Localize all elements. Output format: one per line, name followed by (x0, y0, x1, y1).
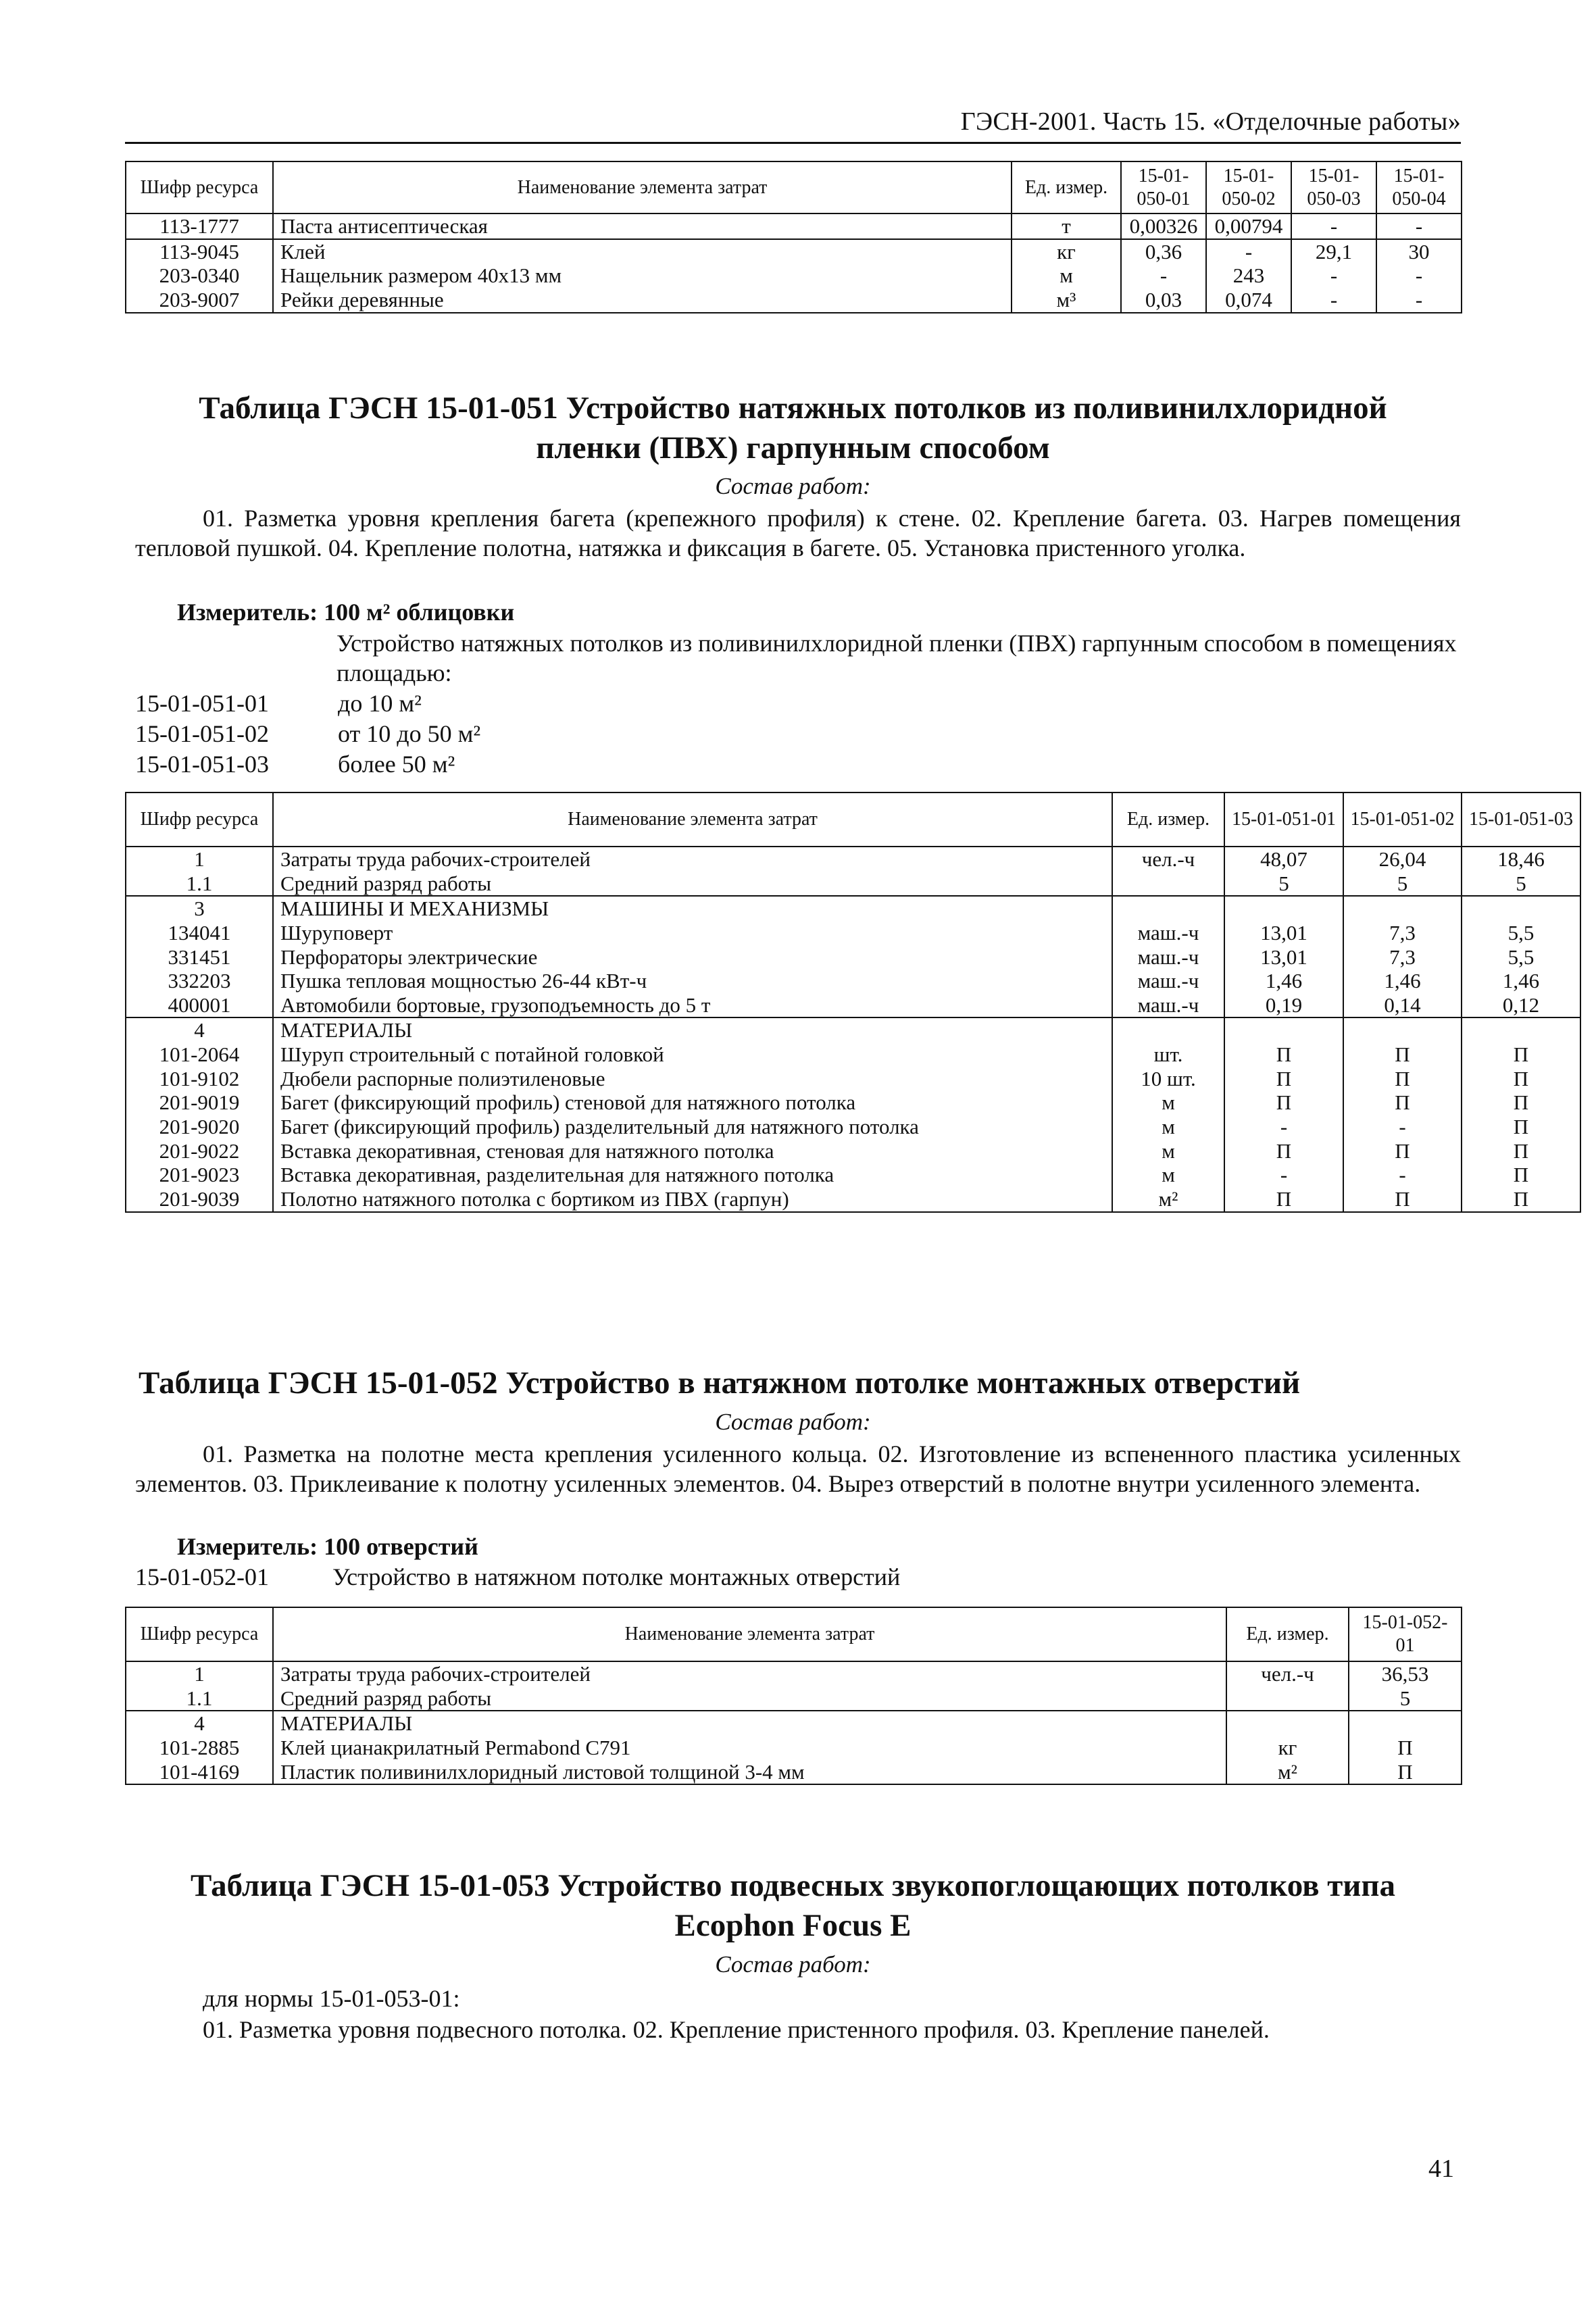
cell-code: 101-4169 (126, 1760, 273, 1785)
cell-code: 201-9022 (126, 1139, 273, 1163)
cell-code: 331451 (126, 945, 273, 970)
cell-value (1343, 1017, 1462, 1042)
cell-value: 243 (1206, 263, 1291, 288)
header-code: Шифр ресурса (126, 161, 273, 213)
table-row (126, 288, 1462, 313)
table-row (126, 1042, 1580, 1067)
cell-value (1349, 1711, 1462, 1736)
cell-value: 5,5 (1462, 945, 1580, 970)
cell-name: Багет (фиксирующий профиль) стеновой для натяжного потолка (273, 1090, 1112, 1115)
norm-line (135, 720, 480, 748)
table-row (126, 896, 1580, 921)
cell-value: 36,53 (1349, 1661, 1462, 1686)
cell-code: 1 (126, 1661, 273, 1686)
cell-name: Средний разряд работы (273, 872, 1112, 897)
table-row (126, 872, 1580, 897)
header-col: 15-01-050-02 (1206, 161, 1291, 213)
cell-unit: маш.-ч (1112, 993, 1224, 1018)
cell-value: 5 (1343, 872, 1462, 897)
norm-code: 15-01-051-03 (135, 751, 269, 778)
cell-unit: м² (1112, 1187, 1224, 1212)
cell-code: 4 (126, 1017, 273, 1042)
table-row (126, 1090, 1580, 1115)
cell-value: 0,12 (1462, 993, 1580, 1018)
running-header: ГЭСН-2001. Часть 15. «Отделочные работы» (960, 107, 1461, 136)
section-051-works: 01. Разметка уровня крепления багета (крепежного профиля) к стене. 02. Крепление багета. 03. Нагрев помещения тепловой пушкой. 04. Крепление полотна, натяжка и фиксация в багете. 05. Установка пристенного уголка. (135, 505, 1461, 562)
resource-table-050 (125, 161, 1462, 313)
section-051-description: Устройство натяжных потолков из поливинилхлоридной пленки (ПВХ) гарпунным способом в помещениях площадью: (336, 630, 1457, 687)
header-unit: Ед. измер. (1012, 161, 1121, 213)
table-row (126, 213, 1462, 239)
table-row (126, 1711, 1462, 1736)
cell-name: МАТЕРИАЛЫ (273, 1711, 1226, 1736)
cell-unit: м (1112, 1163, 1224, 1187)
cell-value: 0,00794 (1206, 213, 1291, 239)
cell-value: П (1462, 1090, 1580, 1115)
norm-line (135, 1563, 900, 1591)
cell-value: П (1462, 1067, 1580, 1091)
cell-unit: м³ (1012, 288, 1121, 313)
cell-value: 0,14 (1343, 993, 1462, 1018)
section-052-measure: Измеритель: 100 отверстий (177, 1533, 478, 1560)
norm-text: от 10 до 50 м² (338, 720, 481, 747)
section-051-sostav-label: Состав работ: (715, 473, 871, 499)
cell-unit: чел.-ч (1112, 847, 1224, 872)
cell-name: Затраты труда рабочих-строителей (273, 1661, 1226, 1686)
cell-code: 201-9039 (126, 1187, 273, 1212)
cell-name: Клей цианакрилатный Permabond C791 (273, 1736, 1226, 1760)
table-row (126, 945, 1580, 970)
norm-text: более 50 м² (338, 751, 455, 778)
cell-code: 4 (126, 1711, 273, 1736)
cell-value: П (1224, 1067, 1343, 1091)
cell-value: П (1224, 1139, 1343, 1163)
cell-name: Вставка декоративная, разделительная для натяжного потолка (273, 1163, 1112, 1187)
table-row (126, 1736, 1462, 1760)
table-row (126, 1760, 1462, 1785)
section-053-works: 01. Разметка уровня подвесного потолка. 02. Крепление пристенного профиля. 03. Крепление панелей. (203, 2016, 1270, 2043)
cell-value: П (1462, 1163, 1580, 1187)
cell-name: МАШИНЫ И МЕХАНИЗМЫ (273, 896, 1112, 921)
header-code: Шифр ресурса (126, 793, 273, 847)
cell-code: 201-9020 (126, 1115, 273, 1139)
table-row (126, 1017, 1580, 1042)
cell-unit: м (1112, 1115, 1224, 1139)
cell-code: 101-2885 (126, 1736, 273, 1760)
cell-value: 7,3 (1343, 921, 1462, 945)
cell-value: П (1224, 1090, 1343, 1115)
cell-unit: маш.-ч (1112, 945, 1224, 970)
cell-code: 101-2064 (126, 1042, 273, 1067)
cell-code: 3 (126, 896, 273, 921)
cell-unit (1112, 872, 1224, 897)
cell-unit (1112, 896, 1224, 921)
section-051-measure: Измеритель: 100 м² облицовки (177, 599, 515, 626)
cell-value: П (1462, 1042, 1580, 1067)
cell-value: 1,46 (1343, 969, 1462, 993)
cell-code: 332203 (126, 969, 273, 993)
cell-name: Пушка тепловая мощностью 26-44 кВт-ч (273, 969, 1112, 993)
cell-value: - (1291, 288, 1376, 313)
cell-value: 30 (1376, 239, 1462, 264)
header-name: Наименование элемента затрат (273, 161, 1012, 213)
header-rule (125, 142, 1461, 144)
section-053-for-norm: для нормы 15-01-053-01: (203, 1985, 460, 2012)
cell-value: 26,04 (1343, 847, 1462, 872)
header-col: 15-01-050-03 (1291, 161, 1376, 213)
cell-value: - (1376, 213, 1462, 239)
norm-line (135, 750, 455, 778)
cell-name: Клей (273, 239, 1012, 264)
cell-name: Полотно натяжного потолка с бортиком из ПВХ (гарпун) (273, 1187, 1112, 1212)
section-053-title (125, 1866, 1461, 1946)
header-col: 15-01-052-01 (1349, 1607, 1462, 1661)
cell-value: 5 (1224, 872, 1343, 897)
cell-value (1343, 896, 1462, 921)
cell-unit: т (1012, 213, 1121, 239)
cell-value: - (1206, 239, 1291, 264)
cell-value: П (1224, 1187, 1343, 1212)
cell-value: П (1349, 1736, 1462, 1760)
cell-value: 48,07 (1224, 847, 1343, 872)
header-col: 15-01-051-02 (1343, 793, 1462, 847)
cell-value: 13,01 (1224, 921, 1343, 945)
cell-value: 7,3 (1343, 945, 1462, 970)
cell-value: П (1343, 1139, 1462, 1163)
cell-code: 134041 (126, 921, 273, 945)
cell-code: 400001 (126, 993, 273, 1018)
cell-value: П (1349, 1760, 1462, 1785)
cell-code: 113-1777 (126, 213, 273, 239)
cell-value: - (1121, 263, 1206, 288)
cell-value: 5 (1462, 872, 1580, 897)
cell-unit (1226, 1711, 1349, 1736)
cell-value: - (1291, 213, 1376, 239)
norm-code: 15-01-051-01 (135, 690, 269, 717)
cell-code: 203-0340 (126, 263, 273, 288)
section-053-sostav-label: Состав работ: (715, 1951, 871, 1978)
cell-value: 0,074 (1206, 288, 1291, 313)
table-row (126, 1661, 1462, 1686)
cell-value: 18,46 (1462, 847, 1580, 872)
cell-value: П (1462, 1115, 1580, 1139)
header-col: 15-01-051-03 (1462, 793, 1580, 847)
cell-name: Багет (фиксирующий профиль) разделительный для натяжного потолка (273, 1115, 1112, 1139)
resource-table-052 (125, 1607, 1462, 1785)
cell-value: 0,00326 (1121, 213, 1206, 239)
cell-name: Перфораторы электрические (273, 945, 1112, 970)
cell-code: 201-9019 (126, 1090, 273, 1115)
table-row (126, 263, 1462, 288)
table-row (126, 1139, 1580, 1163)
section-053-title-line1: Таблица ГЭСН 15-01-053 Устройство подвесных звукопоглощающих потолков типа (191, 1868, 1395, 1903)
cell-value: - (1343, 1115, 1462, 1139)
cell-name: Шуруповерт (273, 921, 1112, 945)
cell-value: 1,46 (1224, 969, 1343, 993)
cell-unit: маш.-ч (1112, 969, 1224, 993)
table-row (126, 239, 1462, 264)
cell-value: 5 (1349, 1686, 1462, 1711)
cell-code: 201-9023 (126, 1163, 273, 1187)
cell-unit: м (1012, 263, 1121, 288)
cell-unit: м (1112, 1139, 1224, 1163)
cell-name: Шуруп строительный с потайной головкой (273, 1042, 1112, 1067)
cell-value: П (1343, 1187, 1462, 1212)
cell-unit: маш.-ч (1112, 921, 1224, 945)
cell-value: 1,46 (1462, 969, 1580, 993)
cell-value: - (1343, 1163, 1462, 1187)
cell-code: 1 (126, 847, 273, 872)
header-col: 15-01-051-01 (1224, 793, 1343, 847)
table-row (126, 969, 1580, 993)
cell-name: Рейки деревянные (273, 288, 1012, 313)
cell-code: 1.1 (126, 1686, 273, 1711)
cell-value: П (1462, 1187, 1580, 1212)
cell-value: 13,01 (1224, 945, 1343, 970)
header-code: Шифр ресурса (126, 1607, 273, 1661)
cell-name: Автомобили бортовые, грузоподъемность до 5 т (273, 993, 1112, 1018)
header-name: Наименование элемента затрат (273, 1607, 1226, 1661)
cell-unit (1112, 1017, 1224, 1042)
table-row (126, 993, 1580, 1018)
cell-code: 101-9102 (126, 1067, 273, 1091)
section-052-sostav-label: Состав работ: (715, 1409, 871, 1435)
table-row (126, 847, 1580, 872)
cell-name: Нащельник размером 40х13 мм (273, 263, 1012, 288)
cell-name: МАТЕРИАЛЫ (273, 1017, 1112, 1042)
header-name: Наименование элемента затрат (273, 793, 1112, 847)
cell-value (1224, 896, 1343, 921)
section-051-title (125, 388, 1461, 468)
cell-value: - (1224, 1163, 1343, 1187)
cell-value: - (1376, 288, 1462, 313)
cell-unit (1226, 1686, 1349, 1711)
page-number: 41 (1428, 2155, 1454, 2183)
cell-value: П (1343, 1042, 1462, 1067)
header-unit: Ед. измер. (1226, 1607, 1349, 1661)
cell-unit: м² (1226, 1760, 1349, 1785)
cell-value: П (1343, 1067, 1462, 1091)
norm-line (135, 689, 422, 718)
section-053-title-line2: Ecophon Focus E (674, 1907, 912, 1943)
cell-value (1462, 896, 1580, 921)
section-051-title-line1: Таблица ГЭСН 15-01-051 Устройство натяжных потолков из поливинилхлоридной (199, 391, 1387, 426)
header-col: 15-01-050-04 (1376, 161, 1462, 213)
cell-value: - (1224, 1115, 1343, 1139)
cell-name: Средний разряд работы (273, 1686, 1226, 1711)
norm-code: 15-01-052-01 (135, 1563, 269, 1590)
cell-unit: 10 шт. (1112, 1067, 1224, 1091)
header-unit: Ед. измер. (1112, 793, 1224, 847)
table-row (126, 921, 1580, 945)
cell-value: П (1224, 1042, 1343, 1067)
cell-value: - (1291, 263, 1376, 288)
cell-name: Дюбели распорные полиэтиленовые (273, 1067, 1112, 1091)
norm-code: 15-01-051-02 (135, 720, 269, 747)
cell-value: 0,36 (1121, 239, 1206, 264)
table-row (126, 1163, 1580, 1187)
table-row (126, 1686, 1462, 1711)
cell-value: - (1376, 263, 1462, 288)
cell-unit: м (1112, 1090, 1224, 1115)
cell-unit: шт. (1112, 1042, 1224, 1067)
cell-value: П (1462, 1139, 1580, 1163)
cell-name: Паста антисептическая (273, 213, 1012, 239)
section-051-title-line2: пленки (ПВХ) гарпунным способом (536, 430, 1050, 466)
table-row (126, 1187, 1580, 1212)
header-col: 15-01-050-01 (1121, 161, 1206, 213)
norm-text: Устройство в натяжном потолке монтажных отверстий (332, 1563, 901, 1590)
table-row (126, 1115, 1580, 1139)
cell-unit: кг (1226, 1736, 1349, 1760)
cell-value: 29,1 (1291, 239, 1376, 264)
cell-name: Затраты труда рабочих-строителей (273, 847, 1112, 872)
section-052-title: Таблица ГЭСН 15-01-052 Устройство в натяжном потолке монтажных отверстий (139, 1365, 1301, 1401)
cell-unit: чел.-ч (1226, 1661, 1349, 1686)
cell-code: 1.1 (126, 872, 273, 897)
norm-text: до 10 м² (338, 690, 422, 717)
cell-name: Пластик поливинилхлоридный листовой толщиной 3-4 мм (273, 1760, 1226, 1785)
table-row (126, 1067, 1580, 1091)
cell-unit: кг (1012, 239, 1121, 264)
section-052-works: 01. Разметка на полотне места крепления усиленного кольца. 02. Изготовление из вспененного пластика усиленных элементов. 03. Приклеивание к полотну усиленных элементов. 04. Вырез отверстий в полотне внутри усиленного элемента. (135, 1440, 1461, 1498)
resource-table-051 (125, 792, 1581, 1213)
cell-value (1224, 1017, 1343, 1042)
cell-code: 113-9045 (126, 239, 273, 264)
cell-name: Вставка декоративная, стеновая для натяжного потолка (273, 1139, 1112, 1163)
cell-value: 0,03 (1121, 288, 1206, 313)
cell-value: 5,5 (1462, 921, 1580, 945)
cell-code: 203-9007 (126, 288, 273, 313)
cell-value: П (1343, 1090, 1462, 1115)
cell-value: 0,19 (1224, 993, 1343, 1018)
cell-value (1462, 1017, 1580, 1042)
